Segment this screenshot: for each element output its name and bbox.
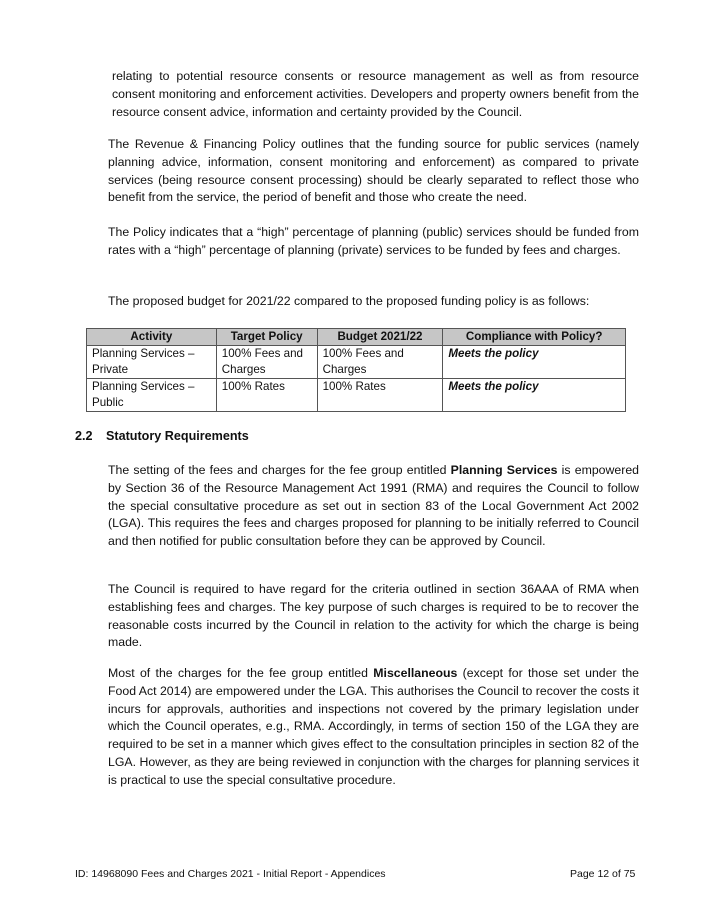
cell-compliance: Meets the policy [443,346,626,379]
cell-target-policy: 100% Rates [216,379,317,412]
column-header-target-policy: Target Policy [216,329,317,346]
column-header-activity: Activity [87,329,217,346]
table-row [87,379,626,412]
section-heading [75,429,249,443]
cell-activity: Planning Services – Public [87,379,217,412]
section-number: 2.2 [75,429,93,443]
cell-activity: Planning Services – Private [87,346,217,379]
column-header-compliance: Compliance with Policy? [443,329,626,346]
cell-compliance: Meets the policy [443,379,626,412]
paragraph-revenue-financing-policy: The Revenue & Financing Policy outlines that the funding source for public services (namely planning advice, information, consent monitoring and enforcement) as compared to private services (being resource consent processing) should be clearly separated to reflect those who benefit from the service, the period of benefit and those who create the need. [108,137,639,205]
column-header-budget: Budget 2021/22 [317,329,443,346]
footer-document-id: ID: 14968090 Fees and Charges 2021 - Initial Report - Appendices [75,868,386,880]
table-header-row [87,329,626,346]
cell-budget: 100% Fees and Charges [317,346,443,379]
fee-group-name: Planning Services [450,463,558,477]
paragraph-policy-percentages: The Policy indicates that a “high” percentage of planning (public) services should be funded from rates with a “high” percentage of planning (private) services to be funded by fees and charges. [108,225,639,257]
paragraph-text: (except for those set under the Food Act 2014) are empowered under the LGA. This authorises the Council to recover the costs it incurs for approvals, authorities and inspections not covered by the primary legislation under which the Council operates, e.g., RMA. Accordingly, in terms of section 150 of the LGA they are required to be set in a manner which gives effect to the consultation principles in section 82 of the LGA. However, as they are being reviewed in conjunction with the charges for planning services it is practical to use the special consultative procedure. [108,666,639,787]
paragraph-resource-consent-benefit: relating to potential resource consents or resource management as well as from resource consent monitoring and enforcement activities. Developers and property owners benefit from the resource consent advice, information and certainty provided by the Council. [112,69,639,119]
paragraph-text: The setting of the fees and charges for the fee group entitled [108,463,451,477]
paragraph-proposed-budget-intro: The proposed budget for 2021/22 compared to the proposed funding policy is as follows: [108,294,590,308]
paragraph-criteria-36aaa: The Council is required to have regard for the criteria outlined in section 36AAA of RMA when establishing fees and charges. The key purpose of such charges is required to be to recover the reasonable costs incurred by the Council in relation to the activity for which the charge is being made. [108,582,639,650]
funding-policy-table [86,328,626,412]
paragraph-miscellaneous-charges [108,665,639,790]
paragraph-text: Most of the charges for the fee group entitled [108,666,374,680]
table-row [87,346,626,379]
footer-page-number: Page 12 of 75 [570,868,636,880]
paragraph-planning-services-empowerment [108,462,639,551]
cell-budget: 100% Rates [317,379,443,412]
section-title: Statutory Requirements [106,429,249,443]
paragraph-text: is empowered by Section 36 of the Resource Management Act 1991 (RMA) and requires the Council to follow the special consultative procedure as set out in section 83 of the Local Government Act 2002 (LGA). This requires the fees and charges proposed for planning to be initially referred to Council and then notified for public consultation before they can be approved by Council. [108,463,639,549]
cell-target-policy: 100% Fees and Charges [216,346,317,379]
fee-group-name: Miscellaneous [373,666,458,680]
